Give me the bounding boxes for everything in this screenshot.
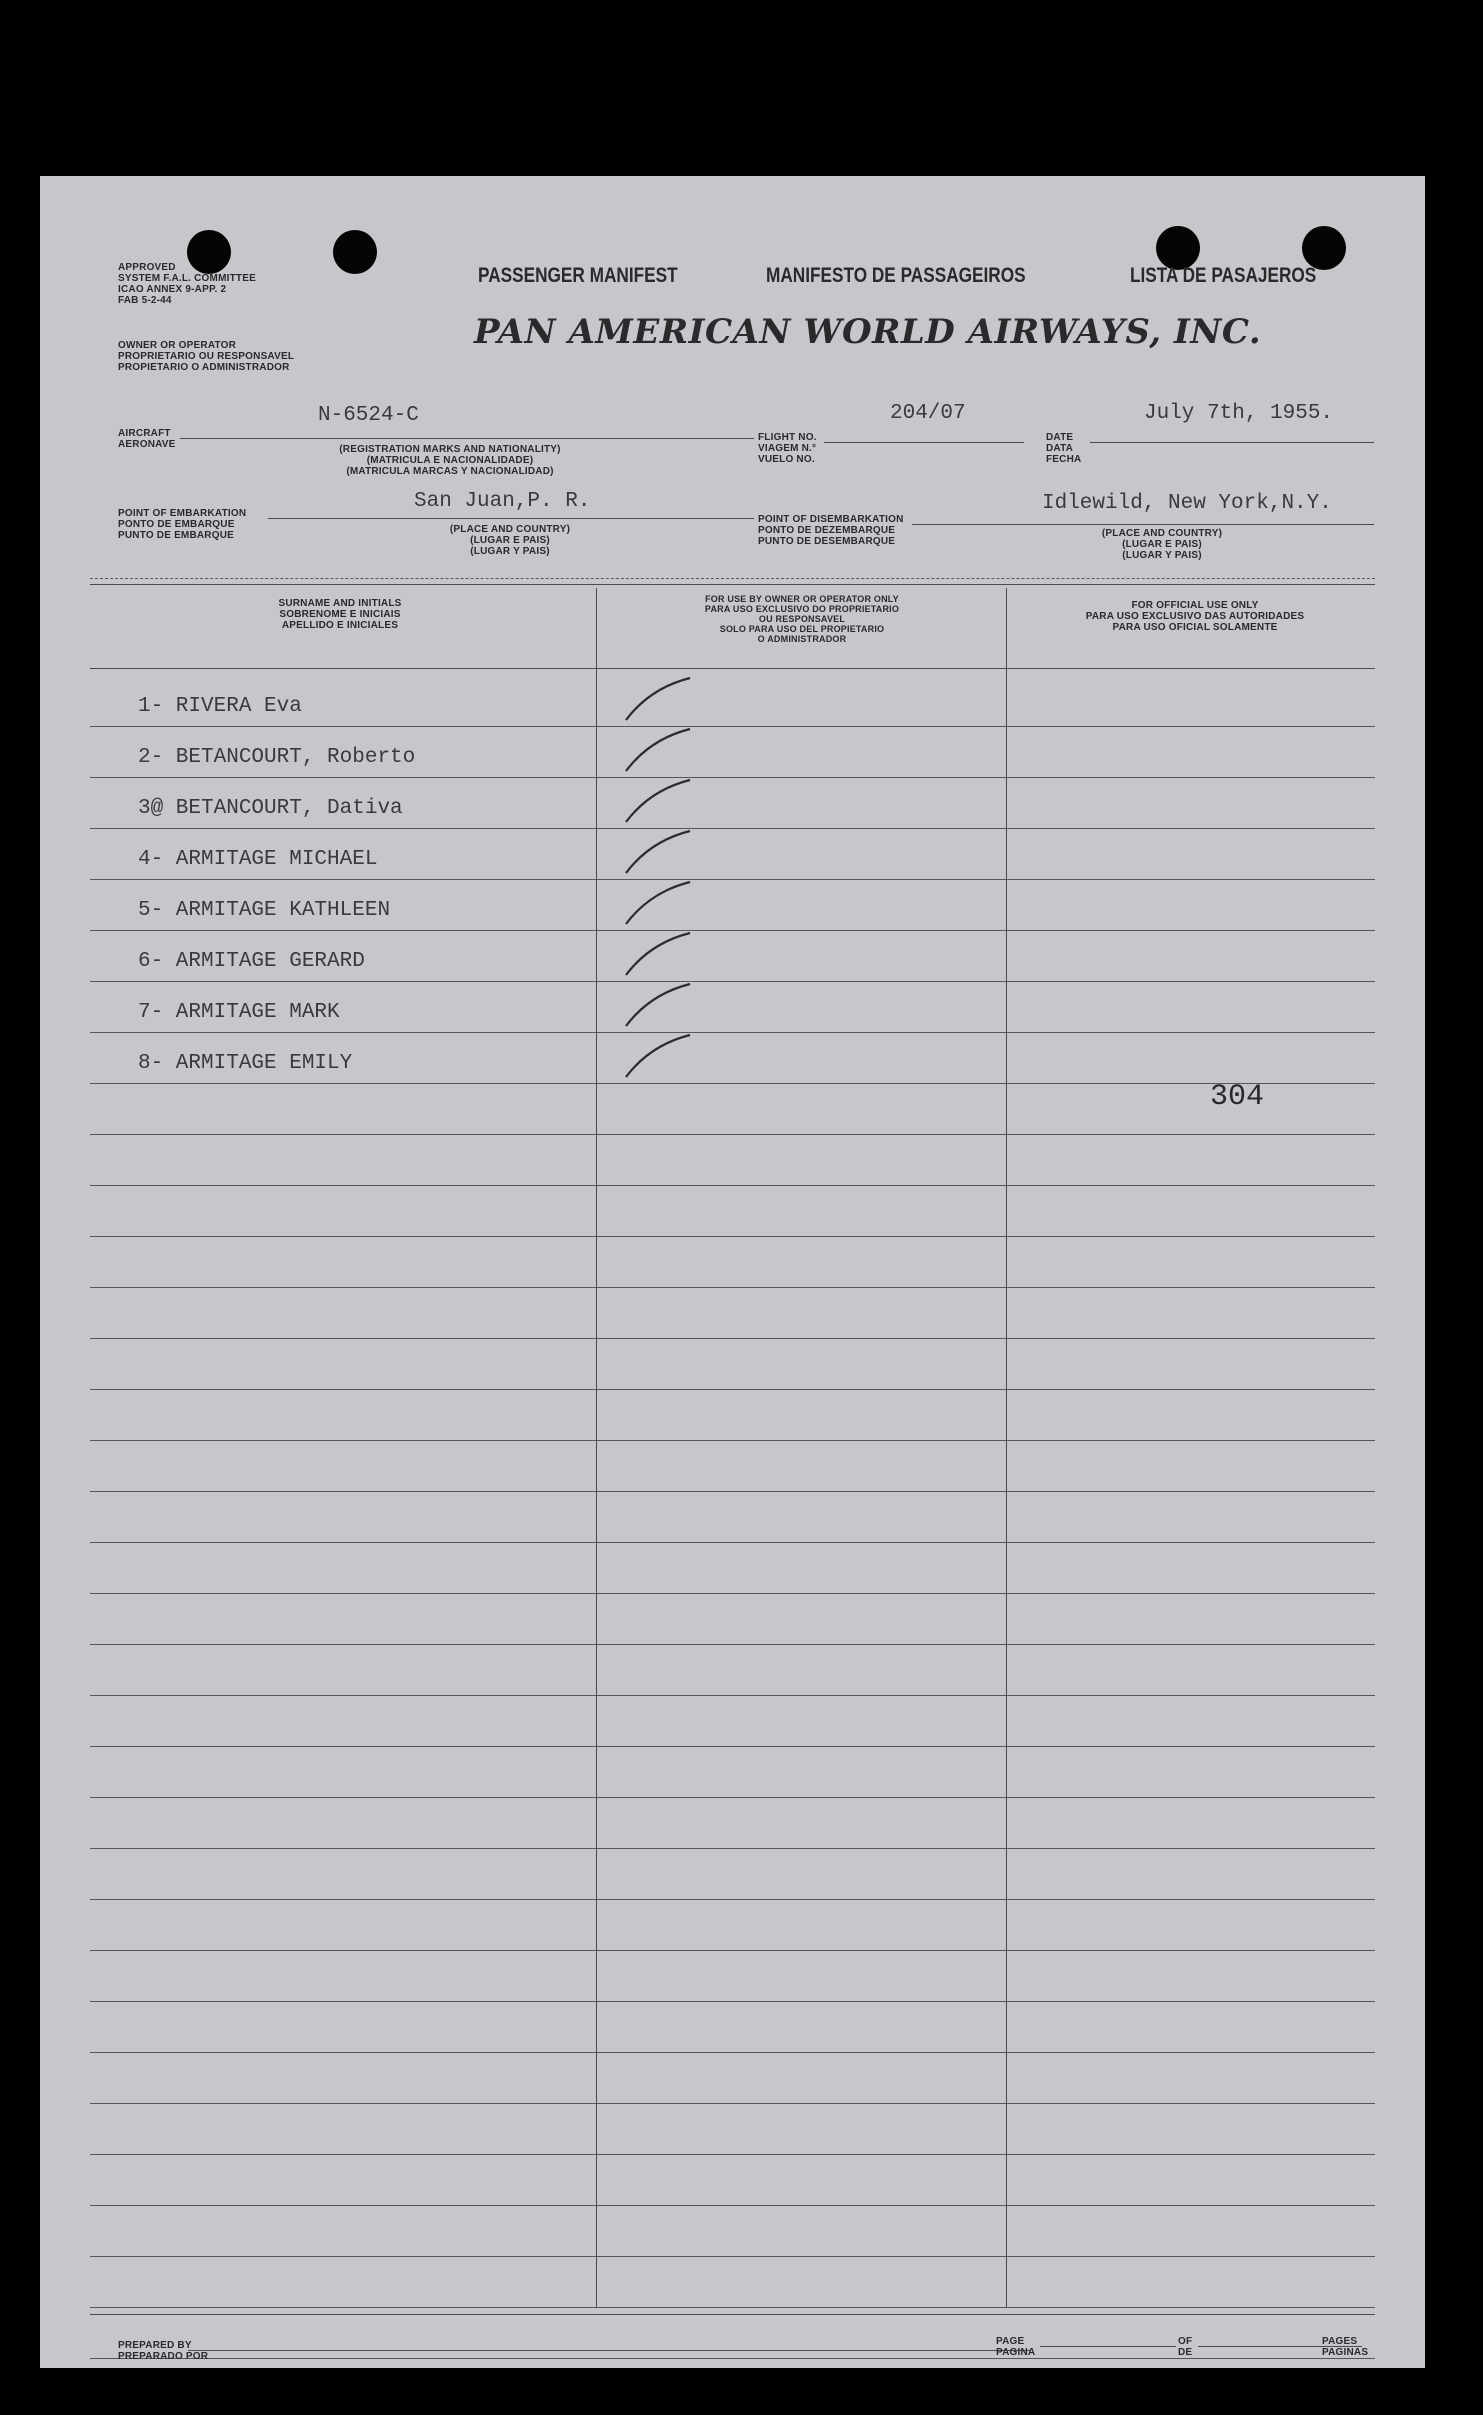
blank-row — [90, 2257, 1375, 2308]
blank-row — [90, 1186, 1375, 1237]
checkmark-icon — [618, 929, 698, 979]
disembarkation-label: POINT OF DISEMBARKATION PONTO DE DEZEMBARQUE PUNTO DE DESEMBARQUE — [758, 514, 904, 547]
embarkation-value: San Juan,P. R. — [414, 490, 591, 513]
passenger-row — [90, 676, 1375, 727]
passenger-row — [90, 1033, 1375, 1084]
blank-row — [90, 2206, 1375, 2257]
passenger-name: 6- ARMITAGE GERARD — [138, 950, 365, 973]
column-header-official: FOR OFFICIAL USE ONLY PARA USO EXCLUSIVO DAS AUTORIDADES PARA USO OFICIAL SOLAMENTE — [1085, 600, 1305, 633]
flight-value: 204/07 — [890, 402, 966, 425]
date-label: DATE DATA FECHA — [1046, 432, 1082, 465]
aircraft-value: N-6524-C — [318, 404, 419, 427]
checkmark-icon — [618, 674, 698, 724]
checkmark-icon — [618, 1031, 698, 1081]
of-label: OF DE — [1178, 2336, 1193, 2358]
page-label: PAGE PAGINA — [996, 2336, 1036, 2358]
passenger-row — [90, 982, 1375, 1033]
blank-row — [90, 1492, 1375, 1543]
blank-row — [90, 1237, 1375, 1288]
aircraft-label: AIRCRAFT AERONAVE — [118, 428, 176, 450]
blank-row — [90, 1084, 1375, 1135]
manifest-page — [40, 176, 1425, 2368]
blank-row — [90, 1951, 1375, 2002]
flight-label: FLIGHT NO. VIAGEM N.° VUELO NO. — [758, 432, 817, 465]
checkmark-icon — [618, 878, 698, 928]
aircraft-sub: (REGISTRATION MARKS AND NATIONALITY) (MATRICULA E NACIONALIDADE) (MATRICULA MARCAS Y NACIONALIDAD) — [339, 444, 561, 477]
passenger-name: 7- ARMITAGE MARK — [138, 1001, 340, 1024]
column-header-names: SURNAME AND INITIALS SOBRENOME E INICIAIS APELLIDO E INICIALES — [278, 598, 402, 631]
passenger-row — [90, 727, 1375, 778]
owner-label: OWNER OR OPERATOR PROPRIETARIO OU RESPONSAVEL PROPIETARIO O ADMINISTRADOR — [118, 340, 295, 373]
title-spanish: LISTA DE PASAJEROS — [1130, 264, 1317, 287]
column-header-owner: FOR USE BY OWNER OR OPERATOR ONLY PARA USO EXCLUSIVO DO PROPRIETARIO OU RESPONSAVEL SOLO PARA USO DEL PROPIETARIO O ADMINISTRADOR — [704, 594, 900, 644]
passenger-list — [90, 676, 1375, 2359]
disembarkation-sub: (PLACE AND COUNTRY) (LUGAR E PAIS) (LUGAR Y PAIS) — [1101, 528, 1223, 561]
operator-name: PAN AMERICAN WORLD AIRWAYS, INC. — [474, 312, 1262, 352]
pages-label: PAGES PAGINAS — [1322, 2336, 1369, 2358]
approval-block: APPROVED SYSTEM F.A.L. COMMITTEE ICAO ANNEX 9-APP. 2 FAB 5-2-44 — [118, 262, 256, 306]
passenger-name: 1- RIVERA Eva — [138, 695, 302, 718]
blank-row — [90, 1645, 1375, 1696]
prepared-label: PREPARED BY PREPARADO POR — [118, 2340, 209, 2362]
passenger-row — [90, 778, 1375, 829]
blank-row — [90, 1747, 1375, 1798]
disembarkation-value: Idlewild, New York,N.Y. — [1042, 492, 1332, 515]
passenger-name: 5- ARMITAGE KATHLEEN — [138, 899, 391, 922]
checkmark-icon — [618, 980, 698, 1030]
passenger-row — [90, 931, 1375, 982]
blank-row — [90, 1288, 1375, 1339]
blank-row — [90, 1135, 1375, 1186]
passenger-name: 2- BETANCOURT, Roberto — [138, 746, 416, 769]
blank-row — [90, 2053, 1375, 2104]
passenger-row — [90, 880, 1375, 931]
checkmark-icon — [618, 827, 698, 877]
embarkation-sub: (PLACE AND COUNTRY) (LUGAR E PAIS) (LUGAR Y PAIS) — [449, 524, 571, 557]
passenger-row — [90, 829, 1375, 880]
blank-row — [90, 1849, 1375, 1900]
blank-row — [90, 2104, 1375, 2155]
blank-row — [90, 1594, 1375, 1645]
checkmark-icon — [618, 776, 698, 826]
blank-row — [90, 2002, 1375, 2053]
passenger-name: 8- ARMITAGE EMILY — [138, 1052, 353, 1075]
embarkation-label: POINT OF EMBARKATION PONTO DE EMBARQUE PUNTO DE EMBARQUE — [118, 508, 247, 541]
blank-row — [90, 2155, 1375, 2206]
blank-row — [90, 1798, 1375, 1849]
passenger-name: 4- ARMITAGE MICHAEL — [138, 848, 378, 871]
blank-row — [90, 1696, 1375, 1747]
title-english: PASSENGER MANIFEST — [478, 264, 678, 287]
official-note: 304 — [1210, 1080, 1265, 1114]
blank-row — [90, 1900, 1375, 1951]
date-value: July 7th, 1955. — [1144, 402, 1334, 425]
blank-row — [90, 1339, 1375, 1390]
title-portuguese: MANIFESTO DE PASSAGEIROS — [766, 264, 1026, 287]
blank-row — [90, 1441, 1375, 1492]
checkmark-icon — [618, 725, 698, 775]
blank-row — [90, 1543, 1375, 1594]
punch-hole — [333, 230, 377, 274]
blank-row — [90, 1390, 1375, 1441]
passenger-name: 3@ BETANCOURT, Dativa — [138, 797, 403, 820]
